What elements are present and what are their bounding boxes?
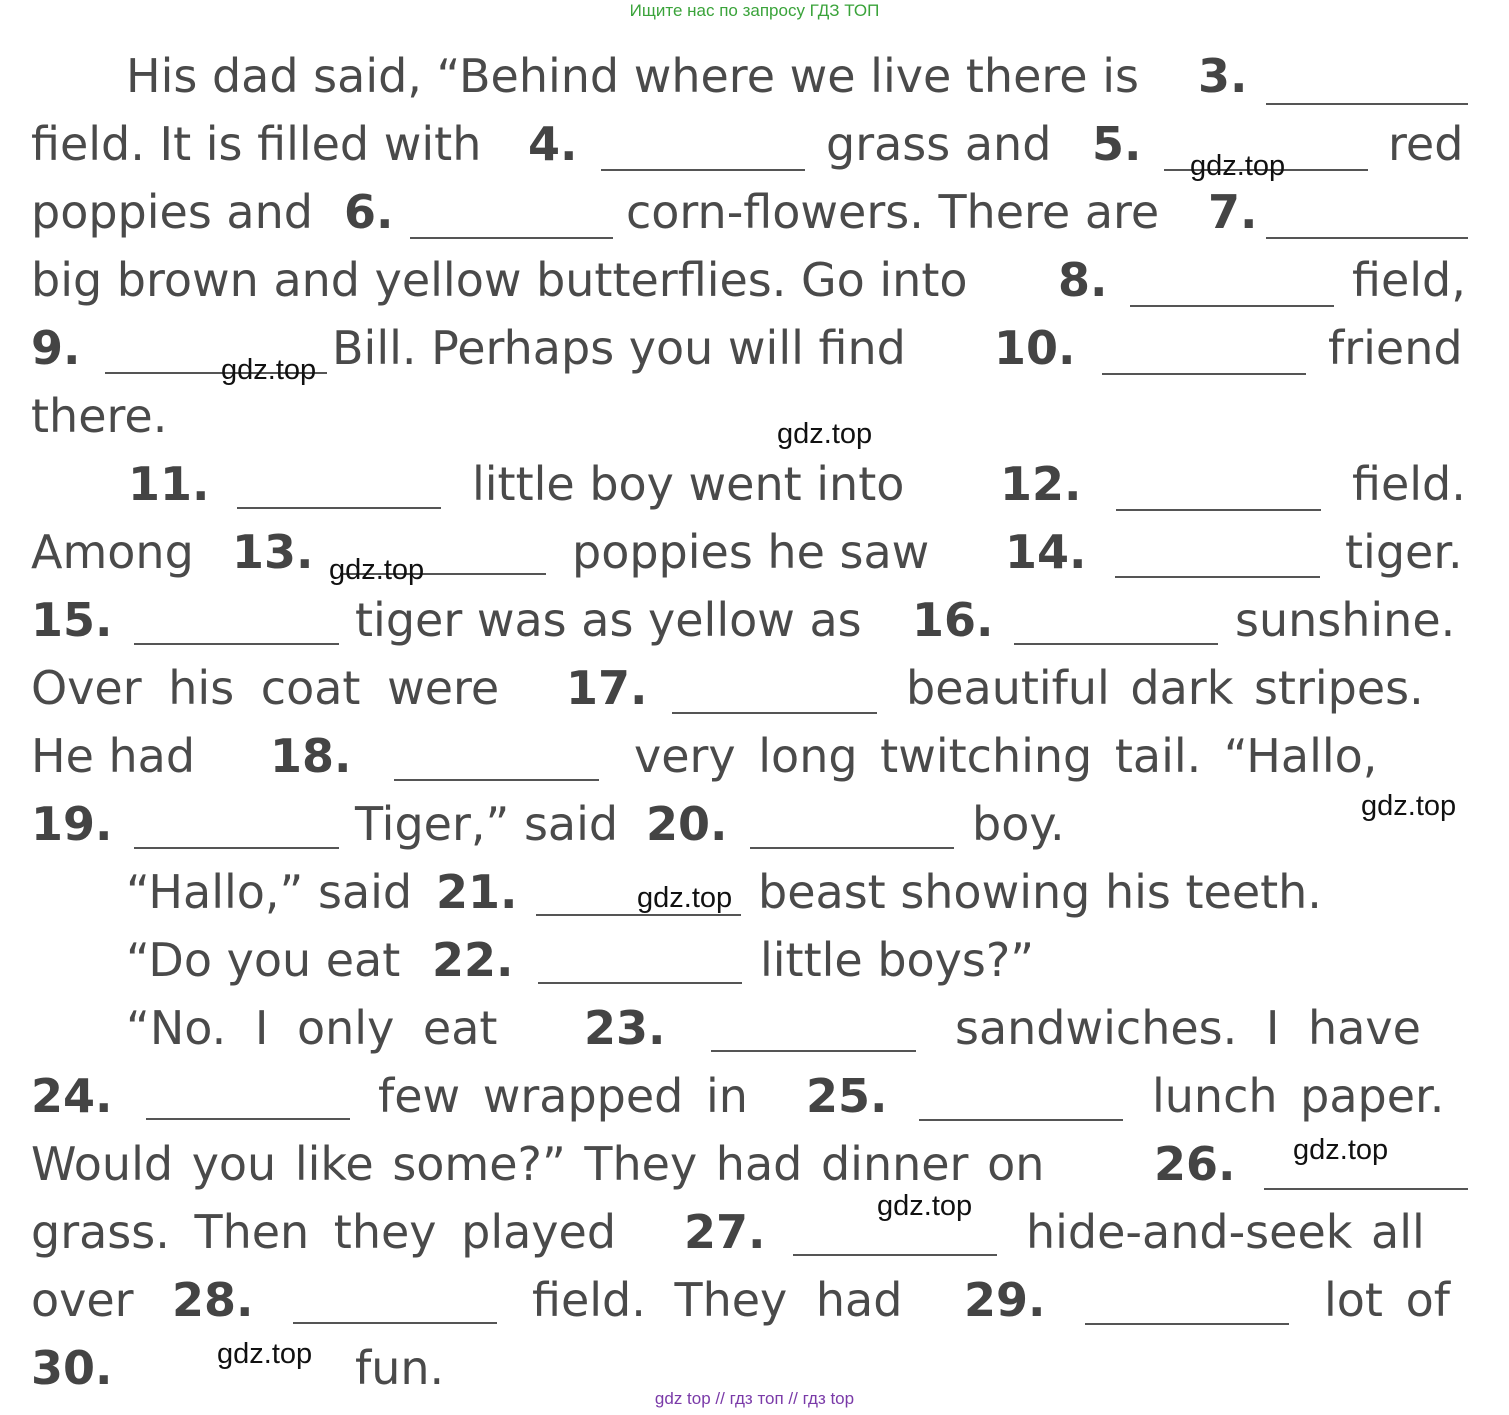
- gap-number-28: 28.: [172, 1273, 254, 1327]
- answer-blank-12[interactable]: [1116, 509, 1321, 511]
- text-segment: “Hallo,” said: [126, 865, 413, 919]
- gap-number-20: 20.: [646, 797, 728, 851]
- answer-blank-22[interactable]: [538, 982, 742, 984]
- gap-number-5: 5.: [1092, 117, 1142, 171]
- text-segment: poppies and: [31, 185, 313, 239]
- text-line-3: [0, 181, 1509, 243]
- text-segment: field. It is filled with: [31, 117, 482, 171]
- text-line-11: [0, 725, 1509, 787]
- answer-blank-23[interactable]: [711, 1050, 916, 1052]
- text-line-6: [0, 385, 1509, 447]
- text-segment: Would you like some?” They had dinner on: [31, 1137, 1045, 1191]
- answer-blank-7[interactable]: [1266, 237, 1468, 239]
- watermark-text: gdz.top: [877, 1190, 973, 1222]
- text-segment: field,: [1352, 253, 1466, 307]
- watermark-text: gdz.top: [1361, 790, 1457, 822]
- answer-blank-14[interactable]: [1115, 576, 1320, 578]
- text-line-7: [0, 453, 1509, 515]
- text-segment: little boy went into: [472, 457, 905, 511]
- gap-number-22: 22.: [432, 933, 514, 987]
- gap-number-30: 30.: [31, 1341, 113, 1395]
- text-line-4: [0, 249, 1509, 311]
- text-segment: He had: [31, 729, 196, 783]
- text-segment: corn-flowers. There are: [626, 185, 1160, 239]
- answer-blank-3[interactable]: [1266, 103, 1468, 105]
- text-segment: big brown and yellow butterflies. Go into: [31, 253, 968, 307]
- watermark-text: gdz.top: [1293, 1134, 1389, 1166]
- text-line-13: [0, 861, 1509, 923]
- text-line-12: [0, 793, 1509, 855]
- gap-number-27: 27.: [684, 1205, 766, 1259]
- text-segment: tiger.: [1345, 525, 1463, 579]
- answer-blank-24[interactable]: [146, 1118, 350, 1120]
- watermark-text: gdz.top: [1190, 150, 1286, 182]
- text-segment: over: [31, 1273, 134, 1327]
- text-segment: few wrapped in: [378, 1069, 748, 1123]
- text-line-10: [0, 657, 1509, 719]
- answer-blank-26[interactable]: [1264, 1188, 1468, 1190]
- text-segment: red: [1388, 117, 1464, 171]
- gap-number-11: 11.: [128, 457, 210, 511]
- watermark-text: gdz.top: [217, 1338, 313, 1370]
- gap-number-6: 6.: [344, 185, 394, 239]
- text-segment: Bill. Perhaps you will find: [332, 321, 906, 375]
- text-segment: grass. Then they played: [31, 1205, 617, 1259]
- text-segment: friend: [1328, 321, 1463, 375]
- text-segment: hide-and-seek all: [1026, 1205, 1425, 1259]
- answer-blank-20[interactable]: [750, 847, 954, 849]
- text-segment: Over his coat were: [31, 661, 500, 715]
- answer-blank-29[interactable]: [1085, 1323, 1289, 1325]
- gap-number-13: 13.: [232, 525, 314, 579]
- text-line-9: [0, 589, 1509, 651]
- gap-number-10: 10.: [994, 321, 1076, 375]
- watermark-text: gdz.top: [637, 882, 733, 914]
- answer-blank-15[interactable]: [134, 643, 339, 645]
- text-segment: field.: [1352, 457, 1466, 511]
- text-segment: grass and: [826, 117, 1052, 171]
- gap-number-8: 8.: [1058, 253, 1108, 307]
- gap-number-25: 25.: [806, 1069, 888, 1123]
- gap-number-24: 24.: [31, 1069, 113, 1123]
- answer-blank-11[interactable]: [237, 507, 441, 509]
- answer-blank-19[interactable]: [134, 847, 339, 849]
- text-segment: poppies he saw: [572, 525, 930, 579]
- text-line-14: [0, 929, 1509, 991]
- text-line-8: [0, 521, 1509, 583]
- text-segment: little boys?”: [760, 933, 1035, 987]
- text-segment: boy.: [972, 797, 1065, 851]
- text-segment: tiger was as yellow as: [355, 593, 862, 647]
- gap-number-15: 15.: [31, 593, 113, 647]
- gap-number-3: 3.: [1198, 49, 1248, 103]
- text-line-1: [0, 45, 1509, 107]
- answer-blank-28[interactable]: [293, 1322, 497, 1324]
- text-segment: field. They had: [532, 1273, 903, 1327]
- watermark-text: gdz.top: [329, 554, 425, 586]
- answer-blank-25[interactable]: [919, 1119, 1123, 1121]
- gap-number-14: 14.: [1005, 525, 1087, 579]
- text-segment: lot of: [1324, 1273, 1450, 1327]
- gap-number-23: 23.: [584, 1001, 666, 1055]
- answer-blank-4[interactable]: [601, 169, 805, 171]
- gap-number-21: 21.: [436, 865, 518, 919]
- gap-number-17: 17.: [566, 661, 648, 715]
- text-line-19: [0, 1269, 1509, 1331]
- footer-note: gdz top // гдз топ // гдз top: [654, 1389, 855, 1408]
- answer-blank-17[interactable]: [672, 712, 877, 714]
- gap-number-18: 18.: [270, 729, 352, 783]
- text-segment: beast showing his teeth.: [758, 865, 1322, 919]
- text-segment: there.: [31, 389, 168, 443]
- text-line-16: [0, 1065, 1509, 1127]
- gap-number-9: 9.: [31, 321, 81, 375]
- text-segment: sandwiches. I have: [955, 1001, 1421, 1055]
- gap-number-12: 12.: [1000, 457, 1082, 511]
- answer-blank-6[interactable]: [410, 237, 613, 239]
- text-segment: very long twitching tail. “Hallo,: [634, 729, 1378, 783]
- gap-number-4: 4.: [528, 117, 578, 171]
- answer-blank-27[interactable]: [793, 1254, 997, 1256]
- text-segment: Tiger,” said: [355, 797, 619, 851]
- answer-blank-10[interactable]: [1102, 373, 1306, 375]
- gap-number-26: 26.: [1154, 1137, 1236, 1191]
- text-segment: His dad said, “Behind where we live there is: [126, 49, 1139, 103]
- text-segment: “No. I only eat: [126, 1001, 498, 1055]
- answer-blank-18[interactable]: [394, 779, 599, 781]
- answer-blank-8[interactable]: [1130, 305, 1334, 307]
- text-line-18: [0, 1201, 1509, 1263]
- text-segment: beautiful dark stripes.: [906, 661, 1424, 715]
- text-line-17: [0, 1133, 1509, 1195]
- gap-number-7: 7.: [1208, 185, 1258, 239]
- watermark-text: gdz.top: [221, 354, 317, 386]
- gap-number-19: 19.: [31, 797, 113, 851]
- header-note: Ищите нас по запросу ГДЗ ТОП: [629, 1, 880, 20]
- text-line-15: [0, 997, 1509, 1059]
- watermark-text: gdz.top: [777, 418, 873, 450]
- text-segment: fun.: [355, 1341, 445, 1395]
- text-segment: sunshine.: [1235, 593, 1456, 647]
- text-segment: lunch paper.: [1152, 1069, 1445, 1123]
- gap-number-16: 16.: [912, 593, 994, 647]
- text-segment: Among: [31, 525, 194, 579]
- answer-blank-16[interactable]: [1014, 643, 1218, 645]
- text-segment: “Do you eat: [126, 933, 401, 987]
- gap-number-29: 29.: [964, 1273, 1046, 1327]
